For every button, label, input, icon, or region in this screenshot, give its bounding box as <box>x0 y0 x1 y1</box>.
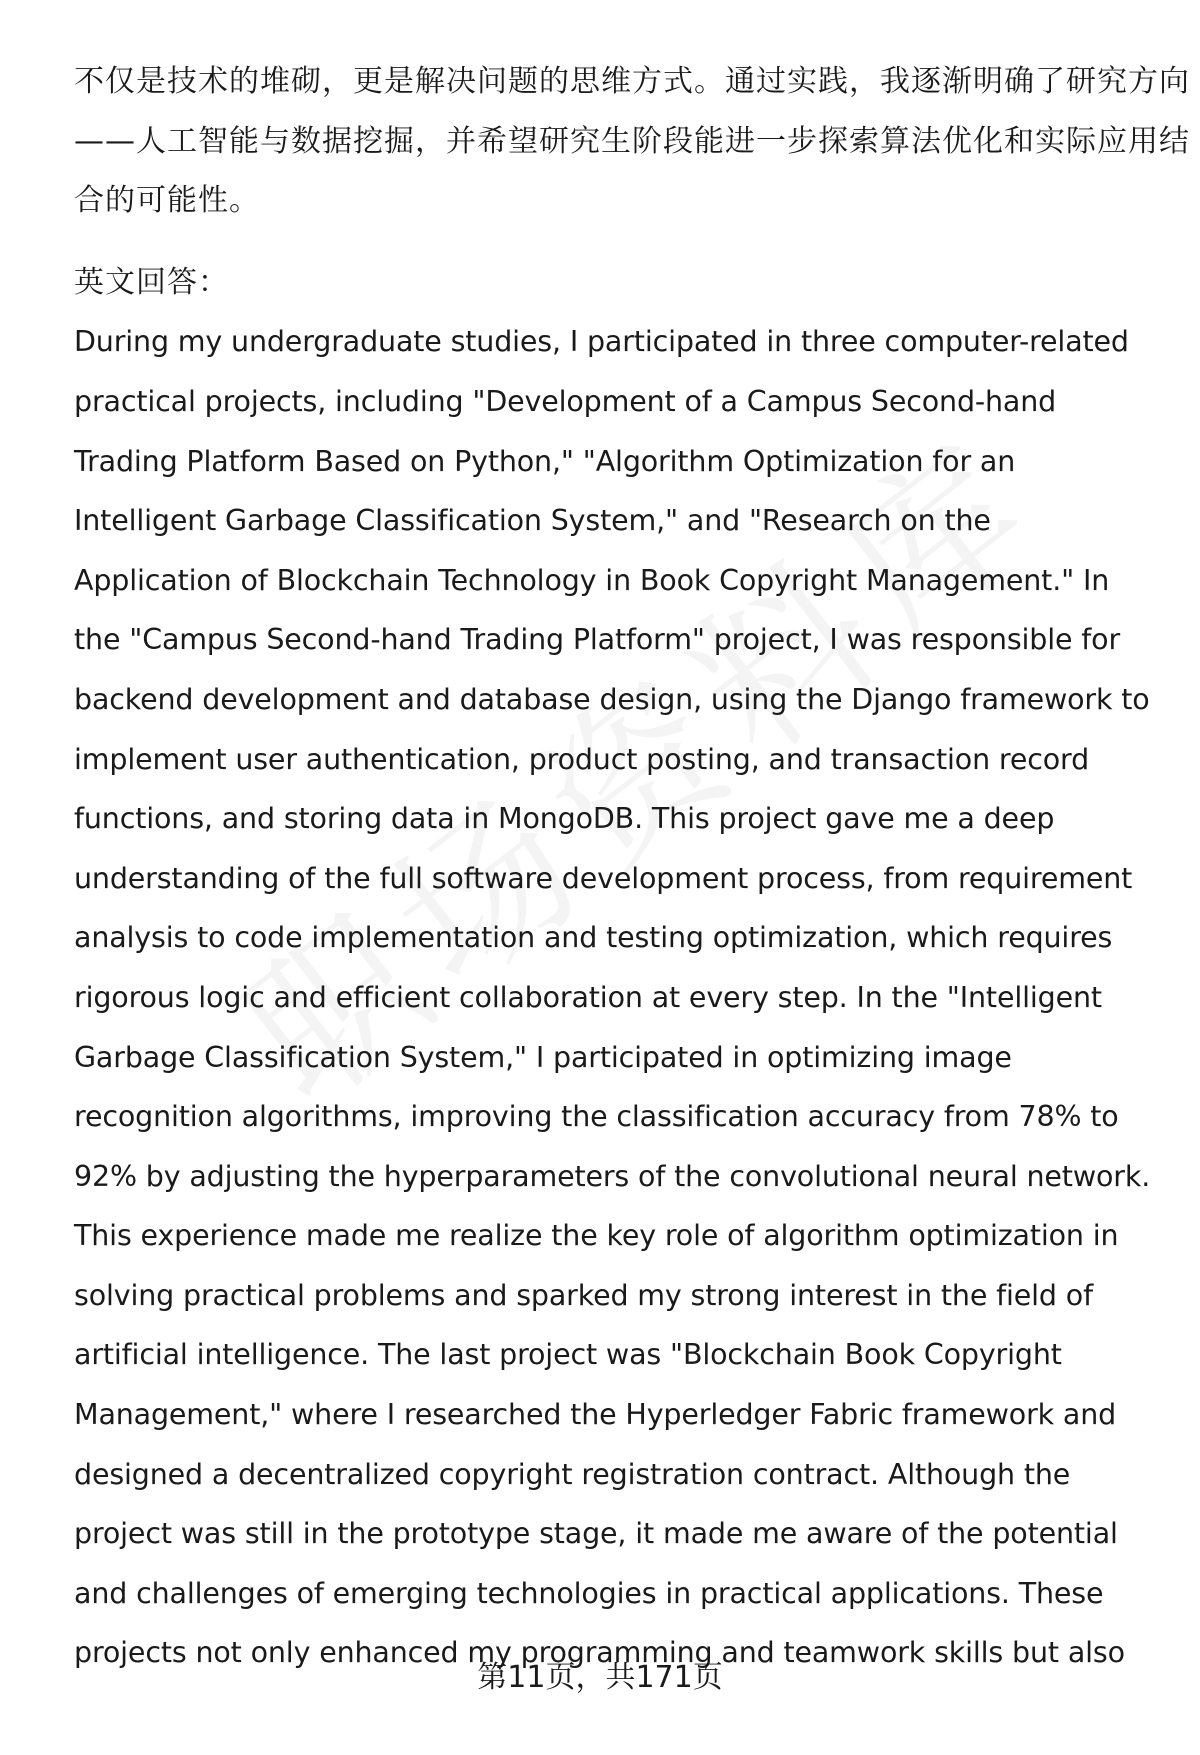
text-line: 不仅是技术的堆砌，更是解决问题的思维方式。通过实践，我逐渐明确了研究方向 <box>74 64 1190 99</box>
text-line: functions, and storing data in MongoDB. This project gave me a deep <box>74 802 1055 836</box>
text-line: project was still in the prototype stage, it made me aware of the potential <box>74 1517 1118 1551</box>
text-line: rigorous logic and efficient collaboration at every step. In the "Intelligent <box>74 980 1102 1014</box>
text-line: 92% by adjusting the hyperparameters of the convolutional neural network. <box>74 1159 1151 1193</box>
chinese-paragraph <box>74 52 1190 231</box>
text-line: Management," where I researched the Hyperledger Fabric framework and <box>74 1398 1117 1432</box>
text-line: Trading Platform Based on Python," "Algorithm Optimization for an <box>74 444 1016 478</box>
text-line: designed a decentralized copyright registration contract. Although the <box>74 1457 1071 1491</box>
page-footer: 第11页，共171页 <box>477 1660 723 1695</box>
text-line: recognition algorithms, improving the classification accuracy from 78% to <box>74 1100 1119 1134</box>
text-line: analysis to code implementation and testing optimization, which requires <box>74 921 1113 955</box>
text-line: implement user authentication, product posting, and transaction record <box>74 742 1090 776</box>
text-line: backend development and database design, using the Django framework to <box>74 682 1150 716</box>
text-line: Intelligent Garbage Classification System," and "Research on the <box>74 504 991 538</box>
text-line: understanding of the full software development process, from requirement <box>74 861 1133 895</box>
text-line: practical projects, including "Development of a Campus Second-hand <box>74 384 1057 418</box>
text-line: 合的可能性。 <box>74 183 260 219</box>
document-page <box>74 52 1190 1683</box>
english-paragraph <box>74 312 1164 1683</box>
text-line: This experience made me realize the key role of algorithm optimization in <box>74 1219 1119 1253</box>
text-line: projects not only enhanced my programming and teamwork skills but also <box>74 1636 1125 1670</box>
text-line: Application of Blockchain Technology in Book Copyright Management." In <box>74 563 1110 597</box>
text-line: ——人工智能与数据挖掘，并希望研究生阶段能进一步探索算法优化和实际应用结 <box>74 123 1190 159</box>
english-answer-heading: 英文回答： <box>74 264 229 300</box>
text-line: the "Campus Second-hand Trading Platform" project, I was responsible for <box>74 623 1121 657</box>
text-line: During my undergraduate studies, I participated in three computer-related <box>74 325 1129 359</box>
text-line: solving practical problems and sparked my strong interest in the field of <box>74 1278 1093 1312</box>
text-line: artificial intelligence. The last project was "Blockchain Book Copyright <box>74 1338 1062 1372</box>
text-line: and challenges of emerging technologies in practical applications. These <box>74 1576 1104 1610</box>
text-line: Garbage Classification System," I participated in optimizing image <box>74 1040 1012 1074</box>
